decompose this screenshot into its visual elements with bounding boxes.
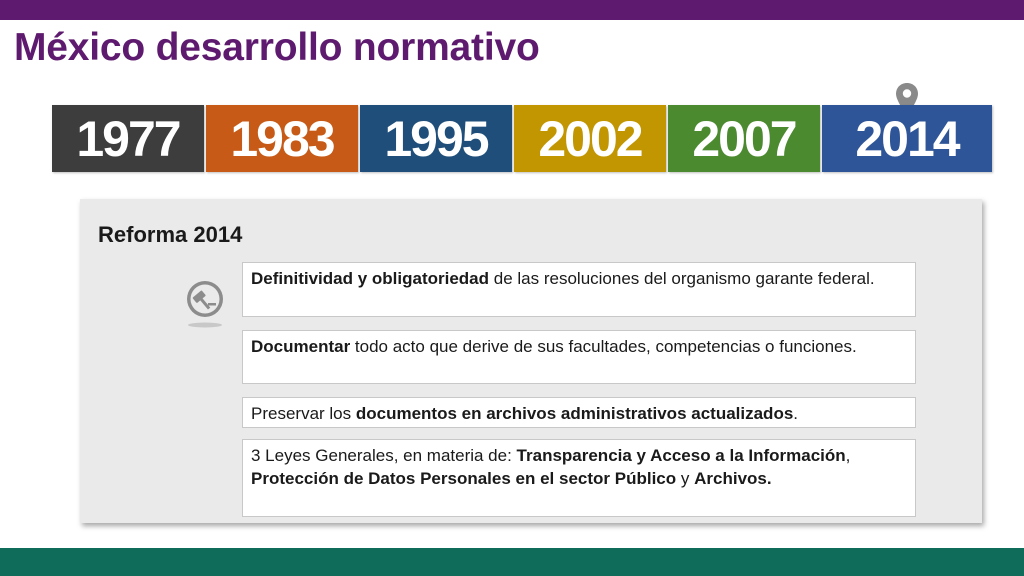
- year-2007[interactable]: 2007: [668, 105, 820, 172]
- year-2002[interactable]: 2002: [514, 105, 666, 172]
- list-item: [242, 262, 916, 317]
- item-bold: Definitividad y obligatoriedad: [251, 269, 490, 288]
- item-text: de las resoluciones del organismo garante federal.: [489, 269, 875, 288]
- gavel-icon: [184, 279, 226, 329]
- list-item: [242, 439, 916, 517]
- item-text: todo acto que derive de sus facultades, competencias o funciones.: [350, 337, 857, 356]
- year-1995[interactable]: 1995: [360, 105, 512, 172]
- item-text: .: [793, 404, 799, 423]
- item-bold: documentos en archivos administrativos actualizados: [355, 404, 794, 423]
- page-title: México desarrollo normativo: [14, 26, 540, 69]
- item-bold: Archivos.: [694, 469, 772, 488]
- list-item: [242, 330, 916, 384]
- item-text: Preservar los: [251, 404, 356, 423]
- item-text: 3 Leyes Generales, en materia de:: [251, 446, 517, 465]
- year-1977[interactable]: 1977: [52, 105, 204, 172]
- reform-panel: [80, 199, 982, 523]
- item-text: ,: [845, 446, 851, 465]
- item-text: y: [676, 469, 695, 488]
- year-1983[interactable]: 1983: [206, 105, 358, 172]
- item-bold: Transparencia y Acceso a la Información: [516, 446, 846, 465]
- top-accent-bar: [0, 0, 1024, 20]
- bottom-accent-bar: [0, 548, 1024, 576]
- list-item: [242, 397, 916, 428]
- year-2014[interactable]: 2014: [822, 105, 992, 172]
- item-bold: Documentar: [251, 337, 351, 356]
- item-bold: Protección de Datos Personales en el sector Público: [251, 469, 677, 488]
- panel-title: Reforma 2014: [98, 222, 243, 247]
